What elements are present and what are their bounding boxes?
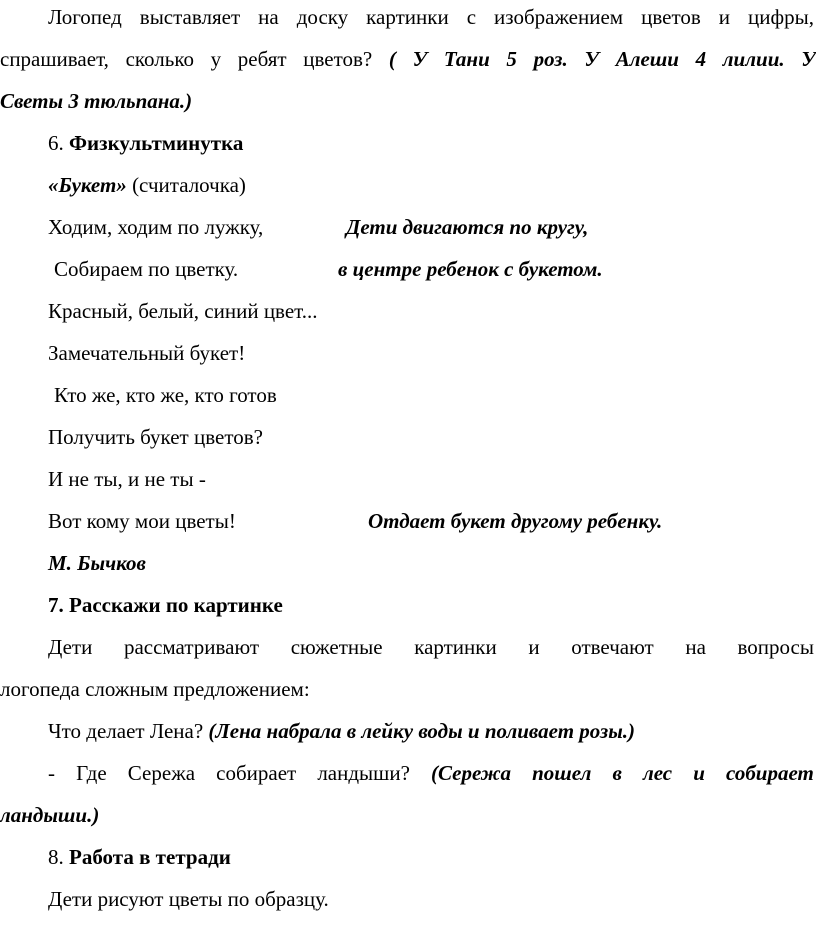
- rhyme-author: М. Бычков: [48, 551, 146, 575]
- question-lena: Что делает Лена? (Лена набрала в лейку воды и поливает розы.): [48, 719, 636, 743]
- intro-line-3: Светы 3 тюльпана.): [0, 89, 193, 113]
- rhyme-line: Получить букет цветов?: [48, 425, 263, 449]
- rhyme-line: Ходим, ходим по лужку, Дети двигаются по кругу,: [48, 212, 816, 242]
- rhyme-line: И не ты, и не ты -: [48, 467, 206, 491]
- section-7-paragraph-line-1: Дети рассматривают сюжетные картинки и отвечают на вопросы: [48, 635, 814, 659]
- rhyme-line: Вот кому мои цветы! Отдает букет другому ребенку.: [48, 506, 816, 536]
- answer-seryozha-end: ландыши.): [0, 803, 100, 827]
- section-8-text: Дети рисуют цветы по образцу.: [48, 887, 329, 911]
- section-8-heading: 8. Работа в тетради: [48, 845, 231, 869]
- rhyme-line: Замечательный букет!: [48, 341, 246, 365]
- rhyme-line: Красный, белый, синий цвет...: [48, 299, 318, 323]
- rhyme-note: в центре ребенок с букетом.: [338, 257, 603, 281]
- section-7-paragraph-line-2: логопеда сложным предложением:: [0, 677, 310, 701]
- rhyme-title: «Букет» (считалочка): [48, 173, 246, 197]
- intro-line-1: Логопед выставляет на доску картинки с изображением цветов и цифры,: [48, 5, 814, 29]
- question-seryozha: - Где Сережа собирает ландыши? (Сережа пошел в лес и собирает: [48, 761, 814, 785]
- rhyme-note: Отдает букет другому ребенку.: [368, 509, 663, 533]
- section-7-heading: 7. Расскажи по картинке: [48, 593, 283, 617]
- rhyme-line: Кто же, кто же, кто готов: [54, 383, 277, 407]
- section-6-heading: 6. Физкультминутка: [48, 131, 244, 155]
- rhyme-note: Дети двигаются по кругу,: [346, 215, 589, 239]
- intro-line-2: спрашивает, сколько у ребят цветов? ( У Тани 5 роз. У Алеши 4 лилии. У: [0, 47, 816, 71]
- rhyme-line: Собираем по цветку. в центре ребенок с букетом.: [54, 254, 816, 284]
